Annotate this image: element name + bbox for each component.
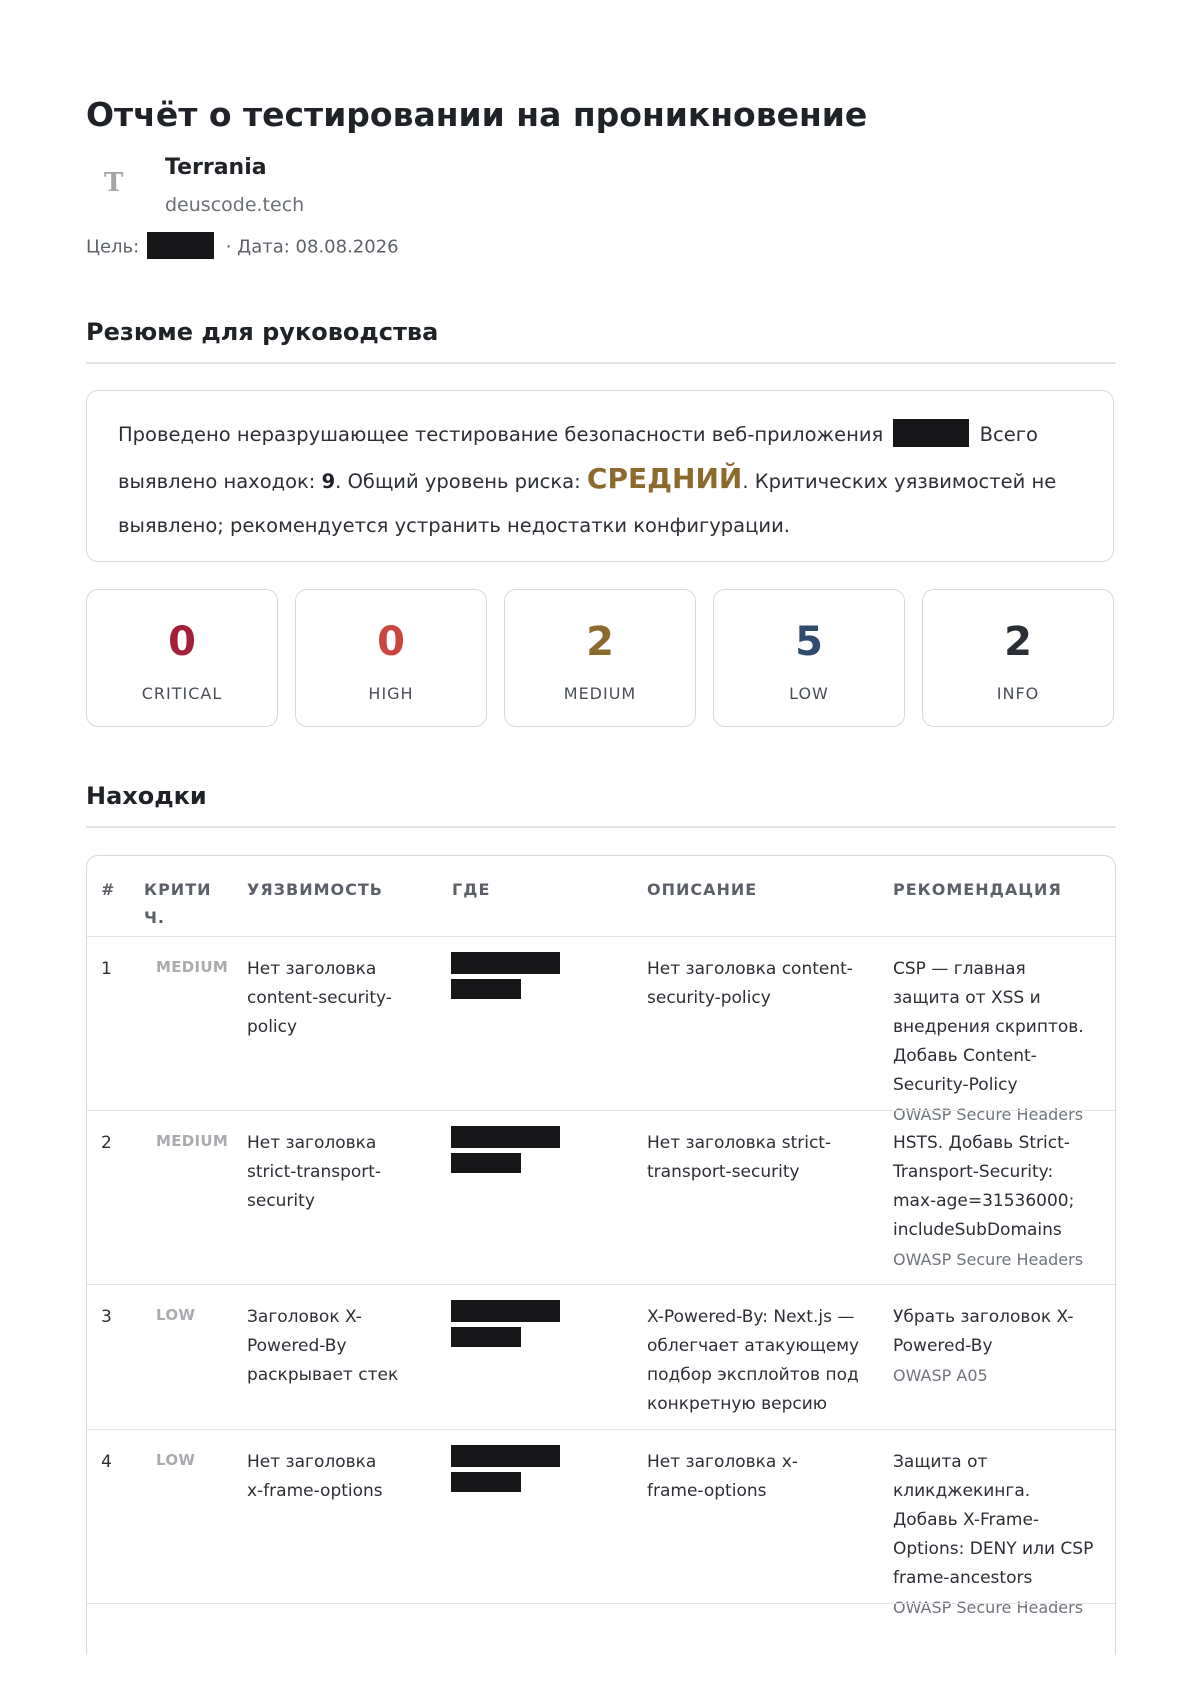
stat-card-high bbox=[295, 589, 487, 727]
summary-text bbox=[118, 413, 1078, 548]
summary-card bbox=[86, 390, 1114, 562]
finding-recommendation bbox=[893, 955, 1093, 1129]
report-meta bbox=[86, 234, 399, 261]
recommendation-text: Убрать заголовок X-Powered-By bbox=[893, 1307, 1074, 1356]
row-divider bbox=[87, 1284, 1115, 1285]
recommendation-text: Защита от кликджекинга. Добавь X-Frame-Options: DENY или CSP frame-ancestors bbox=[893, 1452, 1094, 1588]
redacted-location bbox=[451, 1126, 560, 1148]
row-divider bbox=[87, 936, 1115, 937]
col-header-vulnerability: УЯЗВИМОСТЬ bbox=[247, 880, 383, 899]
summary-heading: Резюме для руководства bbox=[86, 318, 439, 346]
recommendation-text: HSTS. Добавь Strict-Transport-Security: max-age=31536000; includeSubDomains bbox=[893, 1133, 1075, 1240]
stat-value: 2 bbox=[1004, 619, 1032, 665]
finding-vulnerability: Заголовок X-Powered-By раскрывает стек bbox=[247, 1307, 399, 1385]
findings-count: 9 bbox=[321, 470, 336, 493]
finding-severity: LOW bbox=[156, 1451, 196, 1469]
recommendation-text: CSP — главная защита от XSS и внедрения скриптов. Добавь Content-Security-Policy bbox=[893, 959, 1084, 1095]
stat-card-info bbox=[922, 589, 1114, 727]
finding-vulnerability: Нет заголовка content-security-policy bbox=[247, 959, 392, 1037]
reference-label: OWASP A05 bbox=[893, 1366, 988, 1385]
redacted-location bbox=[451, 1153, 521, 1173]
brand-name: Terrania bbox=[165, 155, 267, 180]
redacted-target bbox=[147, 232, 214, 259]
risk-level: СРЕДНИЙ bbox=[586, 462, 743, 495]
col-header-severity: КРИТИ Ч. bbox=[144, 880, 212, 927]
finding-num: 3 bbox=[101, 1307, 112, 1327]
col-header-num: # bbox=[101, 880, 116, 899]
brand-domain: deuscode.tech bbox=[165, 194, 305, 216]
finding-severity: MEDIUM bbox=[156, 1132, 229, 1150]
row-divider bbox=[87, 1603, 1115, 1604]
finding-recommendation bbox=[893, 1448, 1098, 1622]
finding-description: Нет заголовка x-frame-options bbox=[647, 1452, 798, 1501]
col-header-where: ГДЕ bbox=[452, 880, 491, 899]
stat-value: 2 bbox=[586, 619, 614, 665]
redacted-location bbox=[451, 1327, 521, 1347]
stat-card-medium bbox=[504, 589, 696, 727]
report-date: · Дата: 08.08.2026 bbox=[225, 236, 399, 258]
stat-value: 0 bbox=[377, 619, 405, 665]
summary-text-part: . Общий уровень риска: bbox=[335, 470, 587, 493]
stat-card-low bbox=[713, 589, 905, 727]
finding-severity: LOW bbox=[156, 1306, 196, 1324]
reference-label: OWASP Secure Headers bbox=[893, 1105, 1084, 1124]
stat-card-critical bbox=[86, 589, 278, 727]
finding-description: X-Powered-By: Next.js — облегчает атакующему подбор эксплойтов под конкретную версию bbox=[647, 1307, 860, 1414]
finding-vulnerability: Нет заголовка strict-transport-security bbox=[247, 1133, 382, 1211]
redacted-app-name bbox=[893, 419, 969, 447]
findings-table bbox=[86, 855, 1116, 1655]
reference-label: OWASP Secure Headers bbox=[893, 1598, 1084, 1617]
redacted-location bbox=[451, 1445, 560, 1467]
stat-label: CRITICAL bbox=[141, 684, 223, 703]
stat-label: MEDIUM bbox=[563, 684, 637, 703]
col-header-recommendation: РЕКОМЕНДАЦИЯ bbox=[893, 880, 1062, 899]
reference-label: OWASP Secure Headers bbox=[893, 1250, 1084, 1269]
report-title: Отчёт о тестировании на проникновение bbox=[86, 95, 868, 134]
finding-recommendation bbox=[893, 1129, 1093, 1274]
finding-description: Нет заголовка content-security-policy bbox=[647, 959, 853, 1008]
section-divider bbox=[86, 826, 1116, 828]
redacted-location bbox=[451, 979, 521, 999]
redacted-location bbox=[451, 1472, 521, 1492]
finding-recommendation bbox=[893, 1303, 1093, 1390]
row-divider bbox=[87, 1110, 1115, 1111]
stat-label: LOW bbox=[789, 684, 829, 703]
summary-text-part: Всего выявлено находок: bbox=[118, 423, 1038, 493]
finding-num: 4 bbox=[101, 1452, 112, 1472]
col-header-description: ОПИСАНИЕ bbox=[647, 880, 758, 899]
summary-text-part: . Критических уязвимостей не выявлено; рекомендуется устранить недостатки конфигурации. bbox=[118, 470, 1057, 537]
brand-logo: T bbox=[104, 168, 124, 198]
section-divider bbox=[86, 362, 1116, 364]
stat-label: INFO bbox=[996, 684, 1040, 703]
redacted-location bbox=[451, 952, 560, 974]
finding-num: 1 bbox=[101, 959, 112, 979]
finding-description: Нет заголовка strict-transport-security bbox=[647, 1133, 832, 1182]
findings-heading: Находки bbox=[86, 782, 207, 810]
target-label: Цель: bbox=[86, 236, 140, 258]
finding-vulnerability: Нет заголовка x-frame-options bbox=[247, 1452, 383, 1501]
finding-num: 2 bbox=[101, 1133, 112, 1153]
redacted-location bbox=[451, 1300, 560, 1322]
row-divider bbox=[87, 1429, 1115, 1430]
finding-severity: MEDIUM bbox=[156, 958, 229, 976]
summary-text-part: Проведено неразрушающее тестирование безопасности веб-приложения bbox=[118, 423, 884, 446]
stat-value: 0 bbox=[168, 619, 196, 665]
stat-value: 5 bbox=[795, 619, 823, 665]
stat-label: HIGH bbox=[368, 684, 414, 703]
